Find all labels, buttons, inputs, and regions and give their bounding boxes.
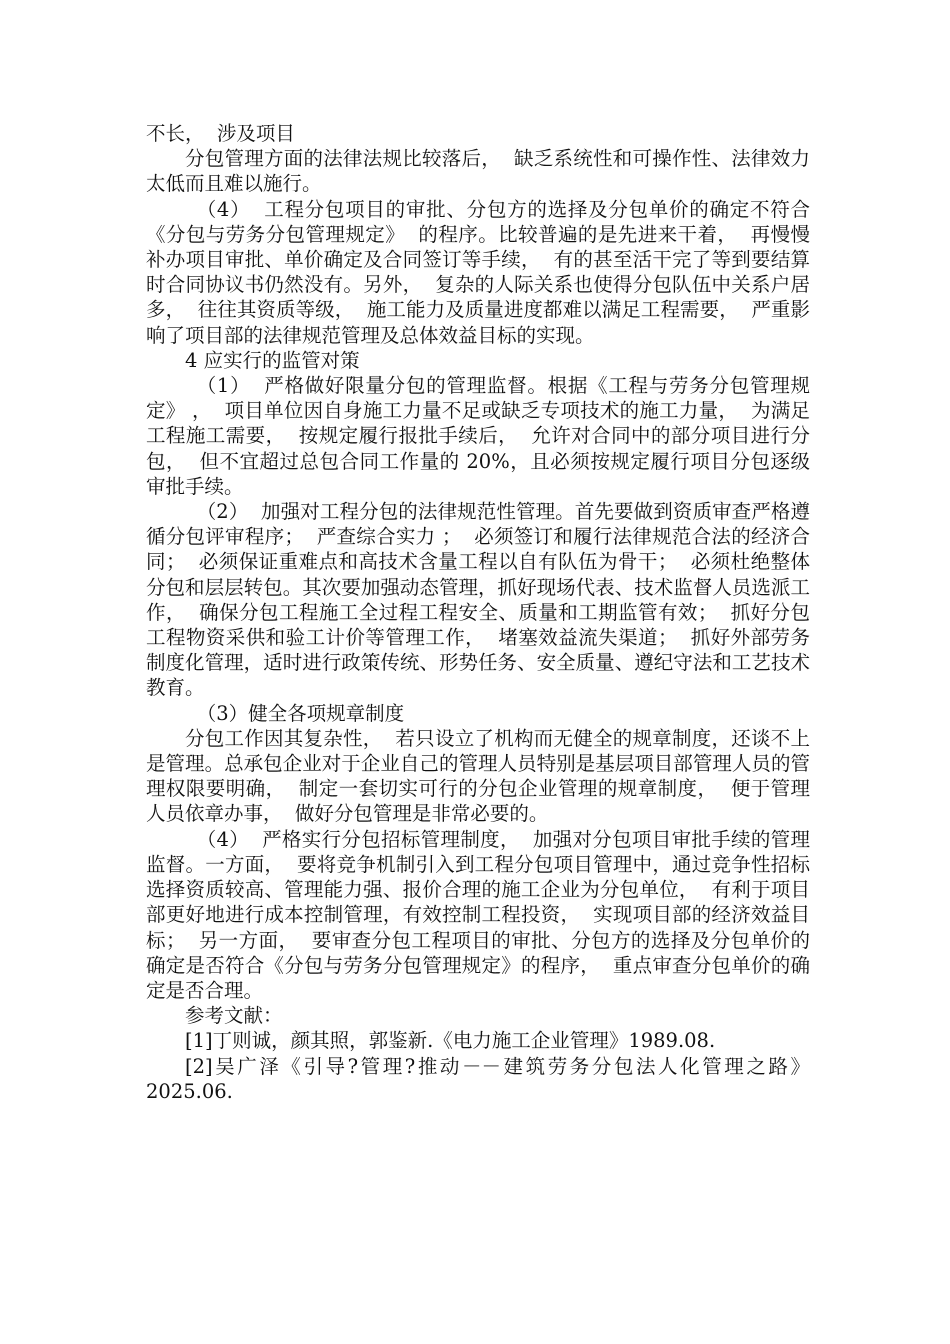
paragraph-rules-system: 分包工作因其复杂性， 若只设立了机构而无健全的规章制度，还谈不上是管理。总承包企业对于企业自己的管理人员特别是基层项目部管理人员的管理权限要明确， 制定一套切实可行的分包企业管理的规章制度， 便于管理人员依章办事， 做好分包管理是非常必要的。 bbox=[146, 726, 810, 826]
paragraph-item-1-limited-subcontract: （1） 严格做好限量分包的管理监督。根据《工程与劳务分包管理规定》 ， 项目单位因自身施工力量不足或缺乏专项技术的施工力量， 为满足工程施工需要， 按规定履行报批手续后， 允许对合同中的部分项目进行分包， 但不宜超过总包合同工作量的 20%，且必须按规定履行项目分包逐级审批手续。 bbox=[146, 374, 810, 498]
references-heading: 参考文献： bbox=[185, 1004, 283, 1028]
paragraph-legal-issues: 分包管理方面的法律法规比较落后， 缺乏系统性和可操作性、法律效力太低而且难以施行。 bbox=[146, 147, 810, 196]
paragraph-item-4-bidding: （4） 严格实行分包招标管理制度， 加强对分包项目审批手续的管理监督。一方面， 要将竞争机制引入到工程分包项目管理中，通过竞争性招标选择资质较高、管理能力强、报价合理的施工企业为分包单位， 有利于项目部更好地进行成本控制管理，有效控制工程投资， 实现项目部的经济效益目标； 另一方面， 要审查分包工程项目的审批、分包方的选择及分包单价的确定是否符合《分包与劳务分包管理规定》的程序， 重点审查分包单价的确定是否合理。 bbox=[146, 827, 810, 1002]
paragraph-item-4-approval: （4） 工程分包项目的审批、分包方的选择及分包单价的确定不符合《分包与劳务分包管理规定》 的程序。比较普遍的是先进来干着， 再慢慢补办项目审批、单价确定及合同签订等手续， 有的甚至活干完了等到要结算时合同协议书仍然没有。另外， 复杂的人际关系也使得分包队伍中关系户居多， 往往其资质等级， 施工能力及质量进度都难以满足工程需要， 严重影响了项目部的法律规范管理及总体效益目标的实现。 bbox=[146, 197, 810, 347]
paragraph-item-3-heading: （3）健全各项规章制度 bbox=[196, 701, 405, 725]
reference-item-2: [2]吴广泽《引导?管理?推动－－建筑劳务分包法人化管理之路》2025.06. bbox=[146, 1054, 810, 1103]
reference-item-1: [1]丁则诚，颜其照，郭鉴新.《电力施工企业管理》1989.08. bbox=[185, 1029, 716, 1053]
document-body bbox=[146, 121, 810, 1104]
paragraph-continuation: 不长， 涉及项目 bbox=[146, 122, 295, 145]
section-heading-countermeasures: 4 应实行的监管对策 bbox=[185, 348, 360, 372]
paragraph-item-2-legal-management: （2） 加强对工程分包的法律规范性管理。首先要做到资质审查严格遵循分包评审程序； 严查综合实力 ； 必须签订和履行法律规范合法的经济合同； 必须保证重难点和高技术含量工程以自有队伍为骨干； 必须杜绝整体分包和层层转包。其次要加强动态管理，抓好现场代表、技术监督人员选派工作， 确保分包工程施工全过程工程安全、质量和工期监管有效； 抓好分包工程物资采供和验工计价等管理工作， 堵塞效益流失渠道； 抓好外部劳务制度化管理，适时进行政策传统、形势任务、安全质量、遵纪守法和工艺技术教育。 bbox=[146, 500, 810, 700]
